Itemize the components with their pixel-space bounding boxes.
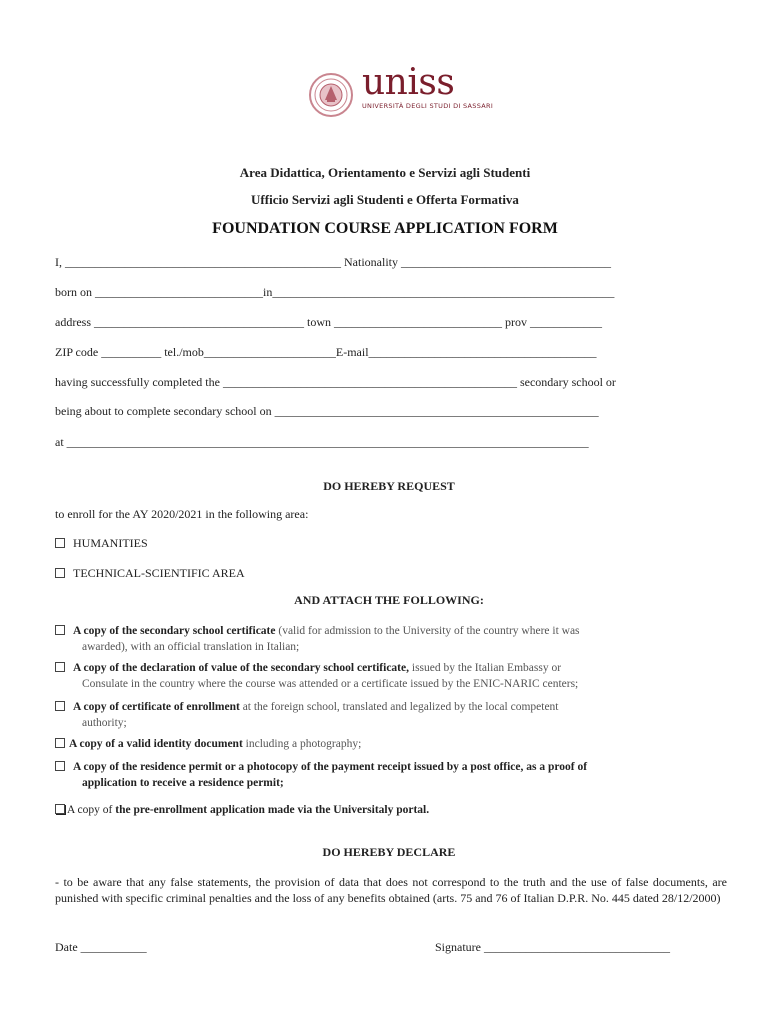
- attachment-item: A copy of the pre-enrollment application made via the Universitaly portal.: [55, 803, 725, 819]
- attachment-item: A copy of the declaration of value of the secondary school certificate, issued by the Italian Embassy or Consulate in the country where the course was attended or a certificate issued by the ENIC-NARIC centers;: [55, 661, 725, 692]
- school-completing-field[interactable]: being about to complete secondary school on ______________________________________________________: [55, 404, 599, 418]
- checkbox-icon[interactable]: [55, 538, 65, 548]
- checkbox-icon[interactable]: [55, 625, 65, 635]
- checkbox-icon[interactable]: [55, 701, 65, 711]
- option-label: HUMANITIES: [73, 536, 148, 550]
- option-technical-scientific[interactable]: [55, 566, 725, 581]
- attachment-item: A copy of the secondary school certificate (valid for admission to the University of the country where it was awarded), with an official translation in Italian;: [55, 624, 725, 655]
- logo-wordmark: uniss: [362, 62, 455, 103]
- university-logo: [308, 62, 494, 120]
- request-intro: to enroll for the AY 2020/2021 in the following area:: [55, 507, 309, 521]
- request-heading: DO HEREBY REQUEST: [323, 479, 455, 493]
- option-label: TECHNICAL-SCIENTIFIC AREA: [73, 566, 245, 580]
- checkbox-icon[interactable]: [55, 662, 65, 672]
- university-seal-icon: [308, 72, 354, 118]
- date-field[interactable]: Date ___________: [55, 940, 147, 954]
- page-title: FOUNDATION COURSE APPLICATION FORM: [212, 220, 558, 237]
- birth-field[interactable]: born on ____________________________in_________________________________________________________: [55, 285, 615, 299]
- checkbox-icon[interactable]: [55, 761, 65, 771]
- attachment-item: A copy of the residence permit or a photocopy of the payment receipt issued by a post office, as a proof of application to receive a residence permit;: [55, 760, 725, 791]
- checkbox-icon[interactable]: [55, 568, 65, 578]
- header-area: Area Didattica, Orientamento e Servizi agli Studenti: [239, 165, 531, 180]
- checkbox-icon[interactable]: [55, 738, 65, 748]
- checkbox-icon[interactable]: [55, 804, 65, 814]
- address-field[interactable]: address ___________________________________ town ____________________________ prov ____________: [55, 315, 602, 329]
- signature-field[interactable]: Signature _______________________________: [435, 940, 670, 954]
- attachment-item: A copy of a valid identity document including a photography;: [55, 737, 725, 753]
- name-nationality-field[interactable]: I, ______________________________________________ Nationality ___________________________________: [55, 255, 611, 269]
- attach-heading: AND ATTACH THE FOLLOWING:: [294, 593, 484, 607]
- contact-field[interactable]: ZIP code __________ tel./mob______________________E-mail______________________________________: [55, 345, 597, 359]
- school-at-field[interactable]: at _______________________________________________________________________________________: [55, 435, 589, 449]
- declare-heading: DO HEREBY DECLARE: [322, 845, 456, 859]
- school-completed-field[interactable]: having successfully completed the _________________________________________________ secondary school or: [55, 375, 616, 389]
- header-office: Ufficio Servizi agli Studenti e Offerta Formativa: [251, 192, 519, 207]
- option-humanities[interactable]: [55, 536, 725, 551]
- attachment-item: A copy of certificate of enrollment at the foreign school, translated and legalized by the local competent authority;: [55, 700, 725, 731]
- logo-subtitle: UNIVERSITÀ DEGLI STUDI DI SASSARI: [362, 102, 494, 110]
- declaration-text: - to be aware that any false statements, the provision of data that does not correspond to the truth and the use of false documents, are punished with specific criminal penalties and the loss of any benefits obtained (arts. 75 and 76 of Italian D.P.R. No. 445 dated 28/12/2000): [55, 875, 727, 905]
